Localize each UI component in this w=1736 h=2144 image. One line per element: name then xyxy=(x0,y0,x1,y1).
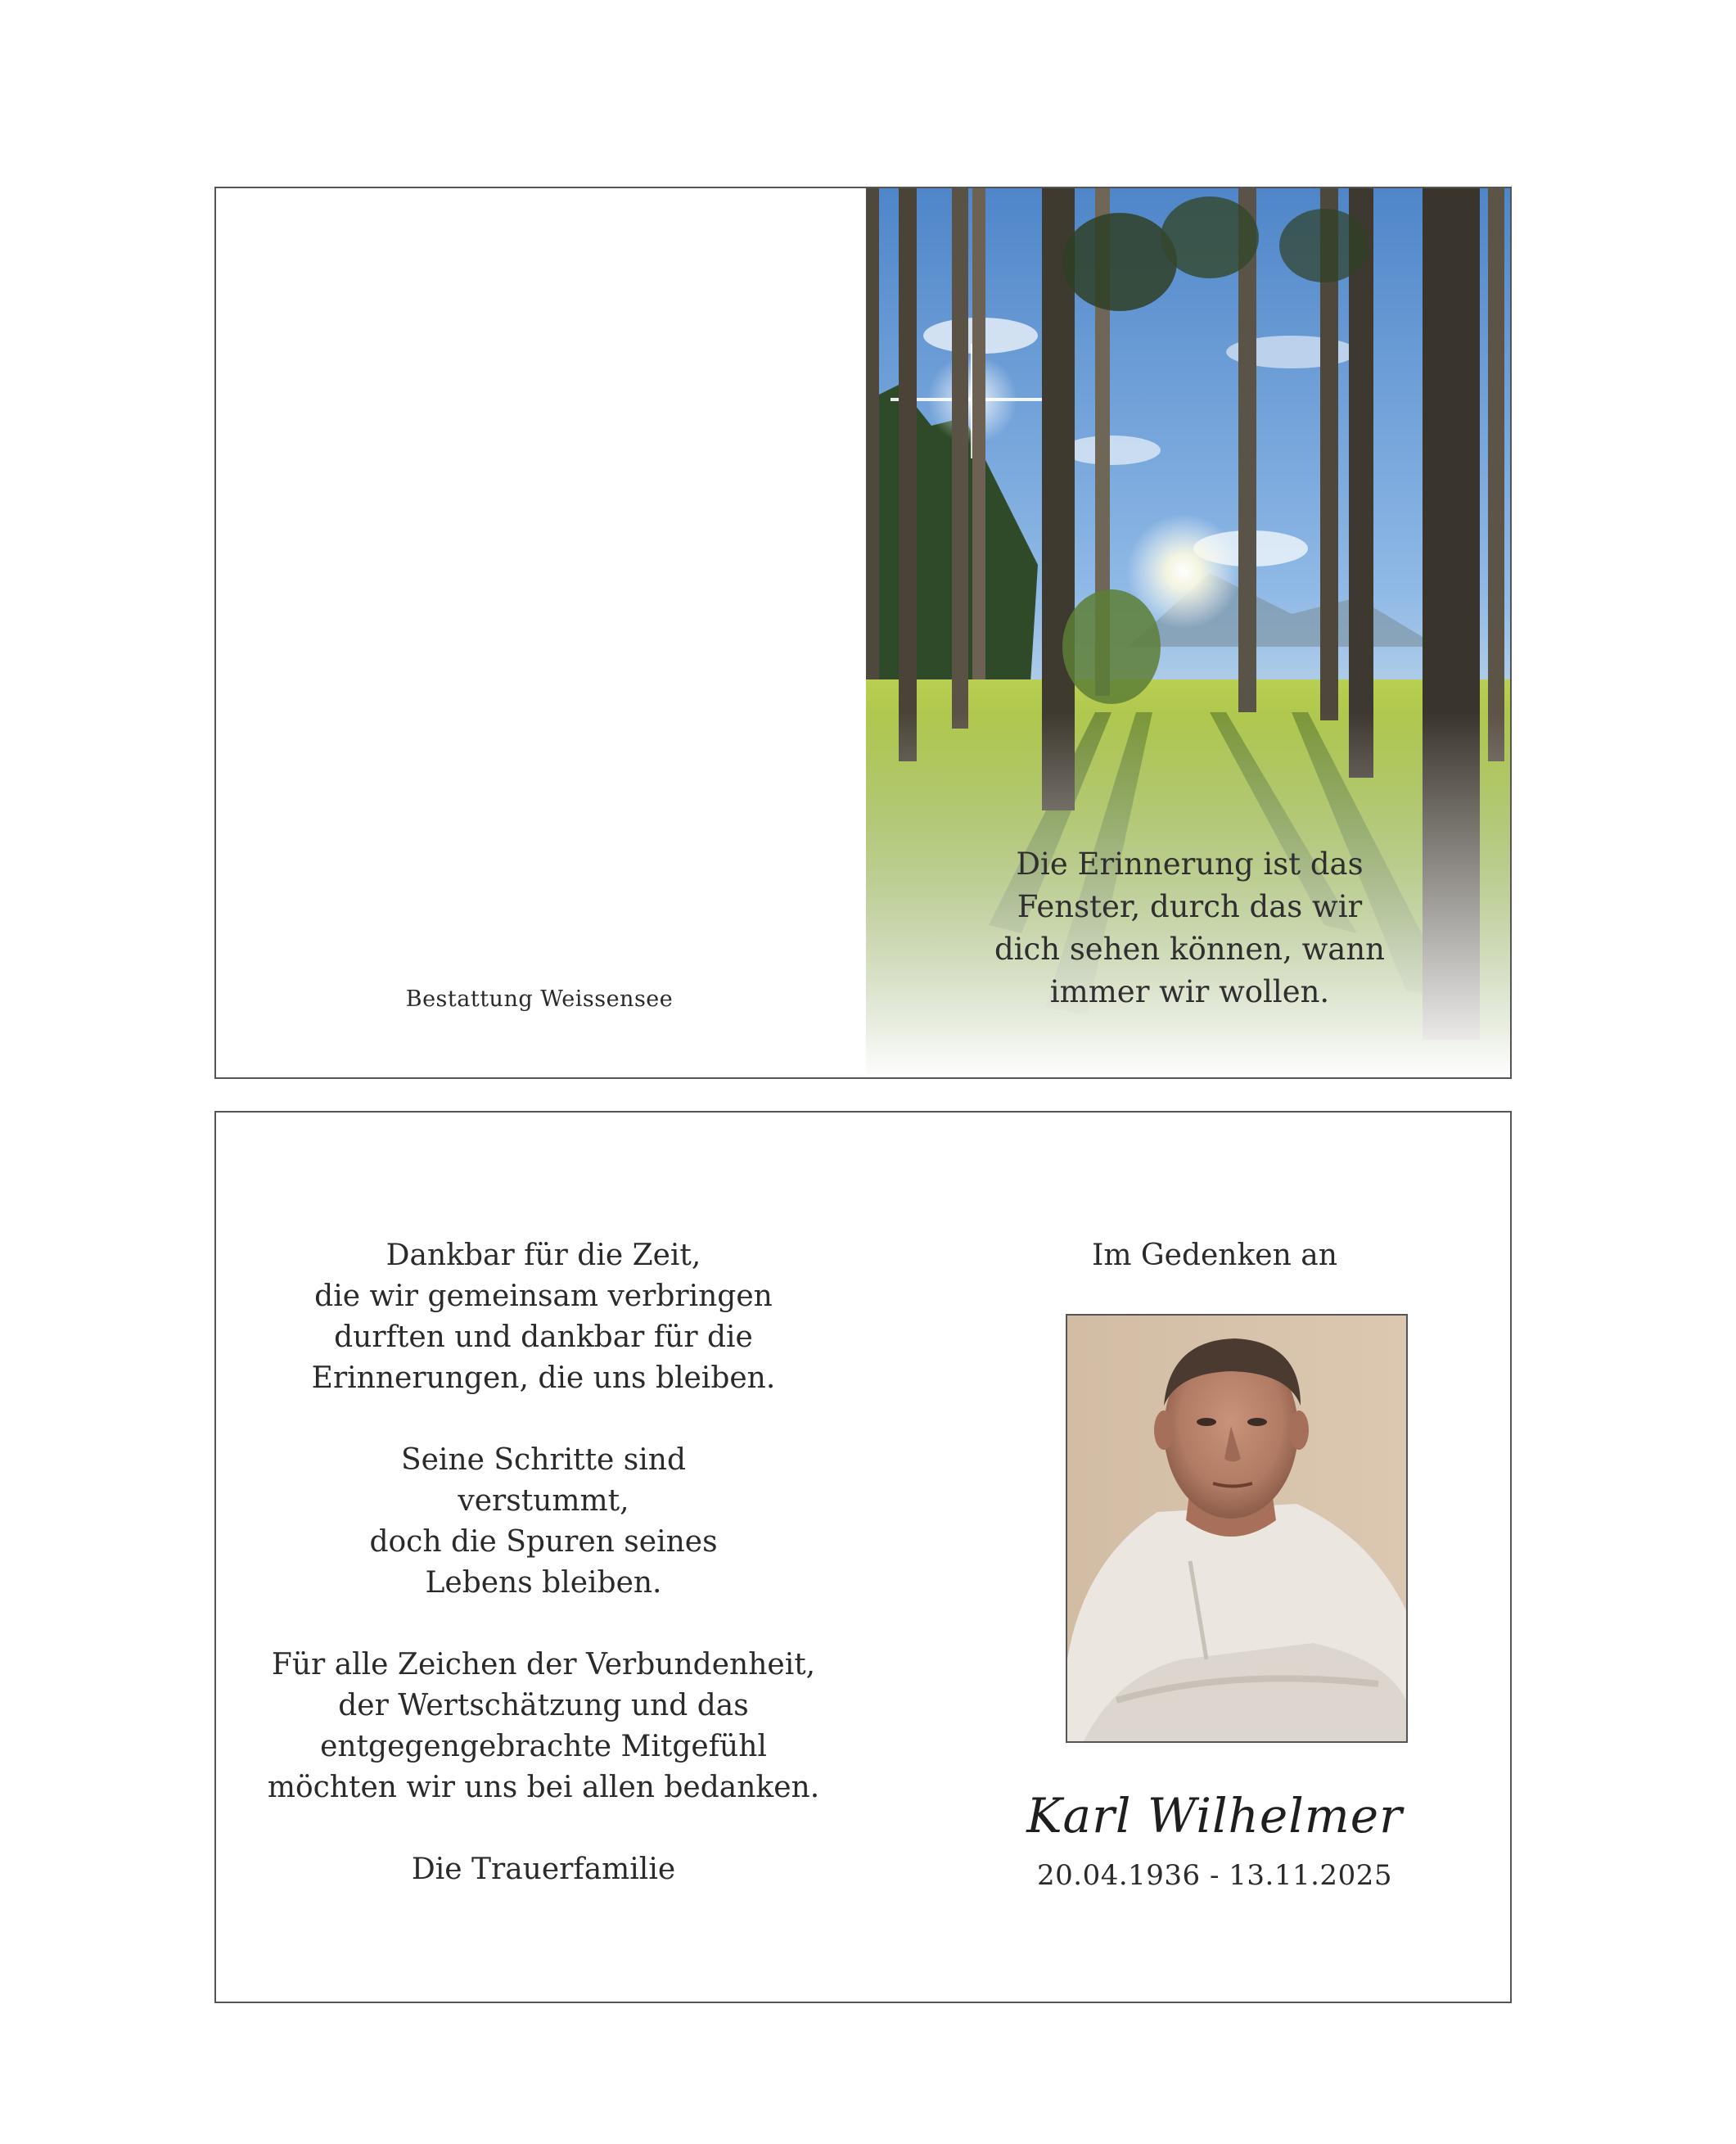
quote-line: immer wir wollen. xyxy=(1049,974,1330,1009)
thanks-paragraph xyxy=(216,1440,871,1604)
text-line: der Wertschätzung und das xyxy=(338,1689,749,1722)
thanks-paragraph xyxy=(216,1645,871,1808)
text-line: entgegengebrachte Mitgefühl xyxy=(320,1730,767,1763)
thanks-paragraph xyxy=(216,1235,871,1399)
text-line: verstummt, xyxy=(458,1484,629,1518)
funeral-home-name: Bestattung Weissensee xyxy=(405,986,674,1012)
text-line: Erinnerungen, die uns bleiben. xyxy=(311,1361,776,1395)
quote-line: Fenster, durch das wir xyxy=(1017,889,1363,924)
text-line: Lebens bleiben. xyxy=(425,1566,662,1600)
front-card xyxy=(214,187,1512,1079)
memorial-quote xyxy=(866,843,1512,1013)
life-dates: 20.04.1936 - 13.11.2025 xyxy=(1037,1859,1392,1892)
text-line: die wir gemeinsam verbringen xyxy=(314,1280,773,1313)
text-line: Seine Schritte sind xyxy=(400,1443,687,1477)
inner-card xyxy=(214,1111,1512,2003)
text-line: durften und dankbar für die xyxy=(334,1320,753,1354)
text-line: möchten wir uns bei allen bedanken. xyxy=(267,1771,820,1804)
thanks-text xyxy=(216,1235,871,1890)
deceased-portrait xyxy=(1066,1314,1408,1743)
forest-photo xyxy=(866,188,1512,1079)
quote-line: Die Erinnerung ist das xyxy=(1016,846,1364,882)
text-line: Dankbar für die Zeit, xyxy=(386,1239,701,1272)
deceased-name: Karl Wilhelmer xyxy=(1026,1788,1403,1844)
family-signature: Die Trauerfamilie xyxy=(411,1853,676,1886)
in-memory-heading: Im Gedenken an xyxy=(1092,1239,1337,1272)
text-line: doch die Spuren seines xyxy=(369,1525,718,1559)
text-line: Für alle Zeichen der Verbundenheit, xyxy=(271,1648,816,1681)
quote-line: dich sehen können, wann xyxy=(994,932,1386,967)
